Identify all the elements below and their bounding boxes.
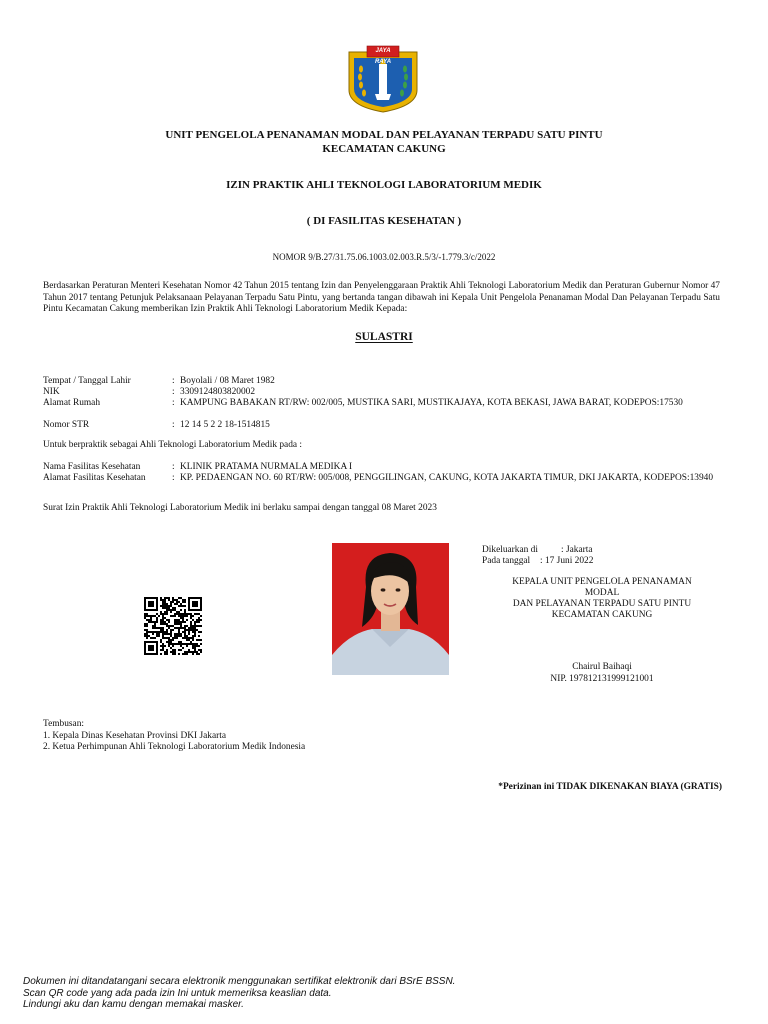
cc-heading: Tembusan:	[43, 719, 85, 729]
facility-address-label: Alamat Fasilitas Kesehatan	[43, 473, 146, 483]
issue-date-label: Pada tanggal	[482, 556, 531, 566]
nik-value: 3309124803820002	[180, 387, 255, 397]
issue-date-value: : 17 Juni 2022	[540, 556, 594, 566]
footer-line: Lindungi aku dan kamu dengan memakai masker.	[23, 999, 244, 1010]
footer-notice	[23, 976, 523, 1011]
official-title-line1: KEPALA UNIT PENGELOLA PENANAMAN	[512, 577, 692, 587]
issued-at-label: Dikeluarkan di	[482, 545, 538, 555]
holder-name: SULASTRI	[355, 331, 413, 343]
str-value: 12 14 5 2 2 18-1514815	[180, 420, 270, 430]
org-name-line2: KECAMATAN CAKUNG	[322, 143, 446, 155]
document-number: NOMOR 9/B.27/31.75.06.1003.02.003.R.5/3/-1.779.3/c/2022	[272, 252, 496, 262]
jakarta-coat-of-arms-icon	[345, 44, 421, 114]
official-title-line3: DAN PELAYANAN TERPADU SATU PINTU	[512, 599, 692, 609]
intro-paragraph: Berdasarkan Peraturan Menteri Kesehatan Nomor 42 Tahun 2015 tentang Izin dan Penyelenggaraan Praktik Ahli Teknologi Laboratorium Medik dan Peraturan Gubernur Nomor 47 Tahun 2017 tentang Petunjuk Pelaksanaan Pelayanan Terpadu Satu Pintu, yang bertanda tangan dibawah ini Kepala Unit Pengelola Penanaman Modal Dan Pelayanan Terpadu Satu Pintu Kecamatan Cakung memberikan Izin Praktik Ahli Teknologi Laboratorium Medik Kepada:	[43, 281, 720, 314]
cc-item: 2. Ketua Perhimpunan Ahli Teknologi Laboratorium Medik Indonesia	[43, 742, 306, 752]
cc-item: 1. Kepala Dinas Kesehatan Provinsi DKI Jakarta	[43, 731, 227, 741]
birth-label: Tempat / Tanggal Lahir	[43, 376, 131, 386]
validity-statement: Surat Izin Praktik Ahli Teknologi Laboratorium Medik ini berlaku sampai dengan tanggal 08 Maret 2023	[43, 503, 437, 513]
issue-date-row	[482, 556, 722, 567]
official-nip: NIP. 197812131999121001	[550, 674, 654, 684]
org-name-line1: UNIT PENGELOLA PENANAMAN MODAL DAN PELAYANAN TERPADU SATU PINTU	[165, 129, 603, 141]
holder-photo	[332, 543, 449, 675]
nik-label: NIK	[43, 387, 60, 397]
logo-banner-text: JAYA RAYA	[374, 48, 392, 65]
official-title-line4: KECAMATAN CAKUNG	[551, 610, 653, 620]
footer-line: Scan QR code yang ada pada izin Ini untuk memeriksa keaslian data.	[23, 987, 332, 999]
official-title-line2: MODAL	[584, 588, 620, 598]
document-subtitle: ( DI FASILITAS KESEHATAN )	[306, 215, 462, 227]
facility-address-value: KP. PEDAENGAN NO. 60 RT/RW: 005/008, PENGGILINGAN, CAKUNG, KOTA JAKARTA TIMUR, DKI JAKARTA, KODEPOS:13940	[180, 473, 714, 483]
document-title: IZIN PRAKTIK AHLI TEKNOLOGI LABORATORIUM MEDIK	[226, 179, 542, 191]
issued-at-value: : Jakarta	[561, 545, 593, 555]
holder-name-wrap	[0, 327, 768, 345]
home-address-value: KAMPUNG BABAKAN RT/RW: 002/005, MUSTIKA SARI, MUSTIKAJAYA, KOTA BEKASI, JAWA BARAT, KODEPOS:17530	[180, 398, 683, 408]
footer-line: Dokumen ini ditandatangani secara elektronik menggunakan sertifikat elektronik dari BSrE BSSN.	[23, 976, 456, 987]
issued-at-row	[482, 545, 722, 556]
facility-name-value: KLINIK PRATAMA NURMALA MEDIKA I	[180, 462, 353, 472]
facility-name-label: Nama Fasilitas Kesehatan	[43, 462, 141, 472]
str-label: Nomor STR	[43, 420, 90, 430]
qr-code-icon	[139, 597, 207, 655]
home-address-label: Alamat Rumah	[43, 398, 101, 408]
practice-intro: Untuk berpraktik sebagai Ahli Teknologi Laboratorium Medik pada :	[43, 440, 303, 450]
official-name: Chairul Baihaqi	[572, 662, 632, 672]
fee-note: *Perizinan ini TIDAK DIKENAKAN BIAYA (GRATIS)	[498, 782, 722, 792]
birth-value: Boyolali / 08 Maret 1982	[180, 376, 275, 386]
